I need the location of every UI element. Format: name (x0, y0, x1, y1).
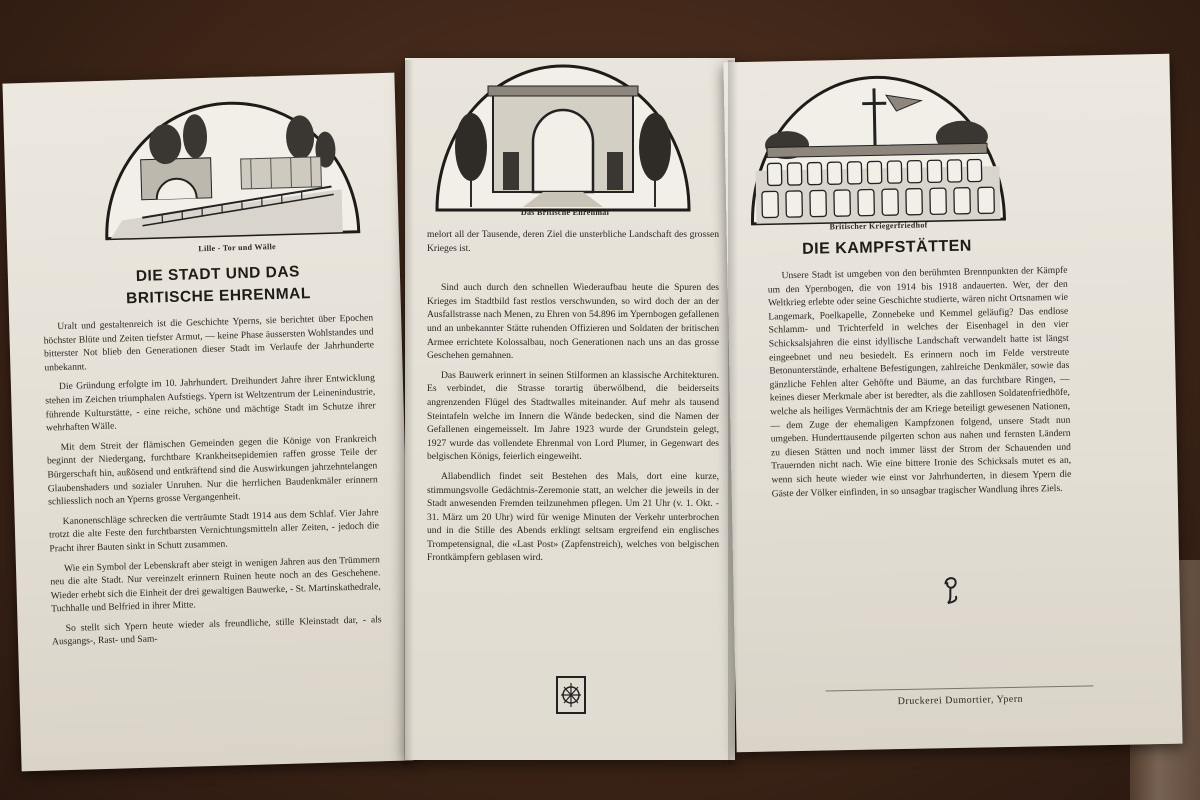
paragraph: Uralt und gestaltenreich ist die Geschichte Yperns, sie berichtet über Epochen höchster Blüte und Zeiten tiefster Armut, — keine Phase äussersten Wohlstandes und bitterster Not blieb den Generationen dieser Stadt im Verlaufe der Jahrhunderte unbekannt. (43, 312, 375, 374)
paragraph: Mit dem Streit der flämischen Gemeinden gegen die Könige von Frankreich beginnt der Niedergang, furchtbare Krankheitsepidemien raffen grosse Teile der Bürgerschaft hin, außösend und entkräftend sind die Auswirkungen jahrzehntelangen Glaubenshaders und sozialer Unruhen. Nur die herrlichen Baudenkmäler erinnern schliesslich noch an Yperns grosse Vergangenheit. (46, 433, 378, 508)
divider (825, 685, 1093, 691)
paragraph: Allabendlich findet seit Bestehen des Mals, dort eine kurze, stimmungsvolle Gedächtnis-Zeremonie statt, an welcher die jeweils in der Stadt anwesenden Fremden teilzunehmen pflegen. Um 21 Uhr (v. 1. Okt. - 31. März um 20 Uhr) wird für wenige Minuten der Verkehr unterbrochen und in die Stille des Abends erklingt seltsam ergreifend ein englisches Trompetensignal, die «Last Post» (Zapfenstreich), welches von belgischen Frontkämpfern geblasen wird. (427, 470, 719, 564)
printer-ornament-icon (939, 574, 962, 606)
illustration-caption: Lille - Tor und Wälle (198, 242, 277, 254)
section-title-line-2: BRITISCHE EHRENMAL (125, 285, 312, 308)
illustration-caption: Britischer Kriegerfriedhof (829, 220, 928, 232)
city-gate-ramparts-illustration (99, 94, 363, 241)
body-text-column (767, 264, 1071, 507)
menin-gate-memorial-illustration (433, 62, 693, 212)
brochure-panel-left (2, 73, 413, 772)
paragraph: Die Gründung erfolgte im 10. Jahrhundert. Dreihundert Jahre ihrer Entwicklung stehen im Zeichen triumphalen Aufstiegs. Ypern ist Weltzentrum der Leinenindustrie, führende Kulturstätte, - eine reiche, schöne und mächtige Stadt im Schutze ihrer wehrhaften Wälle. (45, 372, 376, 434)
fold-shadow (728, 60, 738, 765)
paragraph: Unsere Stadt ist umgeben von den berühmten Brennpunkten der Kämpfe um den Ypernbogen, die von 1914 bis 1918 andauerten. Wer, der den Weltkrieg erlebte oder seine Geschichte studierte, wären nicht Ortsnamen wie Langemark, Poelkapelle, Zonnebeke und Kemmel geläufig? Das endlose Schlamm- und Trichterfeld in welches der Eisenhagel in den vier Schicksalsjahren die einst idyllische Landschaft verwandelt hatte ist längst eingeebnet und neu besiedelt. Es erinnern noch im Felde verstreute Betonunterstände, erhaltene Befestigungen, zahlreiche Denkmäler, sowie das gänzliche Fehlen alter Gehöfte und Bäume, an das furchtbare Ringen, — keines dieser Merkmale aber ist beredter, als die zahllosen Soldatenfriedhöfe, welche als heiliges Vermächtnis der am Kriege beteiligt gewesenen Nationen, — dem Zuge der ehemaligen Kampfzonen folgend, unsere Stadt nun umgeben. Hunderttausende pilgerten schon aus nahen und fernsten Ländern zu diesen Stätten und noch immer lässt der Strom der Schauenden und Trauernden nicht nach. Wie eine bittere Ironie des Schicksals mutet es an, wenn sich heute wieder wie einst vor Jahrhunderten, in diesem Ypern die Gäste der Völker einfinden, in so unsagbar tragischer Wandlung ihres Ziels. (767, 264, 1072, 499)
section-title (68, 259, 369, 311)
section-title: DIE KAMPFSTÄTTEN (801, 237, 973, 258)
paragraph: Das Bauwerk erinnert in seinen Stilformen an klassische Architekturen. Es verbindet, die Strasse torartig überwölbend, die beiderseits angrenzenden Flügel des Stadtwalles miteinander. Auf mehr als tausend Steintafeln welche im Innern die Wände bedecken, sind die Namen der Gefallenen eingemeisselt. Im Jahre 1923 wurde der Grundstein gelegt, 1927 wurde das vollendete Ehrenmal von Lord Plumer, in Gegenwart des belgischen Königs, feierlich eingeweiht. (427, 369, 719, 463)
brochure-panel-center (405, 58, 735, 760)
body-text-column (427, 228, 719, 571)
paragraph: Sind auch durch den schnellen Wiederaufbau heute die Spuren des Krieges im Stadtbild fast restlos verschwunden, so wird doch der an der Ausfallstrasse nach Menen, zu Ehren von 54.896 im Ypernbogen gefallenen und an unbekannter Stätte ruhenden Offizieren und Soldaten der britischen Armee errichtete Kolossalbau, noch Generationen nach uns an das grosse Geschehen gemahnen. (427, 282, 719, 362)
section-title-line-1: DIE STADT UND DAS (135, 263, 301, 285)
war-cemetery-illustration (746, 71, 1009, 226)
paragraph: Wie ein Symbol der Lebenskraft aber steigt in wenigen Jahren aus den Trümmern neu die alte Stadt. Nur vereinzelt erinnern Ruinen heute noch an des Geschehene. Wieder erhebt sich die Einheit der drei gewaltigen Bauwerke, - St. Martinskathedrale, Tuchhalle und Belfried in ihrer Mitte. (50, 553, 381, 615)
illustration-caption: Das Britische Ehrenmal (520, 208, 610, 217)
body-text-column (43, 311, 382, 655)
publisher-emblem-icon (555, 675, 587, 715)
paragraph: melort all der Tausende, deren Ziel die unsterbliche Landschaft des grossen Krieges ist. (427, 229, 719, 254)
paragraph: Kanonenschläge schrecken die verträumte Stadt 1914 aus dem Schlaf. Vier Jahre trotzt die alte Feste den furchtbarsten Vernichtungsmitteln aller Zeiten, - jedoch die Pracht ihrer Bauten sinkt in Schutt zusammen. (48, 506, 380, 555)
printer-imprint: Druckerei Dumortier, Ypern (897, 693, 1024, 708)
brochure-panel-right (723, 54, 1182, 752)
fold-shadow (404, 60, 414, 765)
paragraph: So stellt sich Ypern heute wieder als freundliche, stille Kleinstadt dar, - als Ausgangs-, Rast- und Sam- (51, 614, 382, 648)
